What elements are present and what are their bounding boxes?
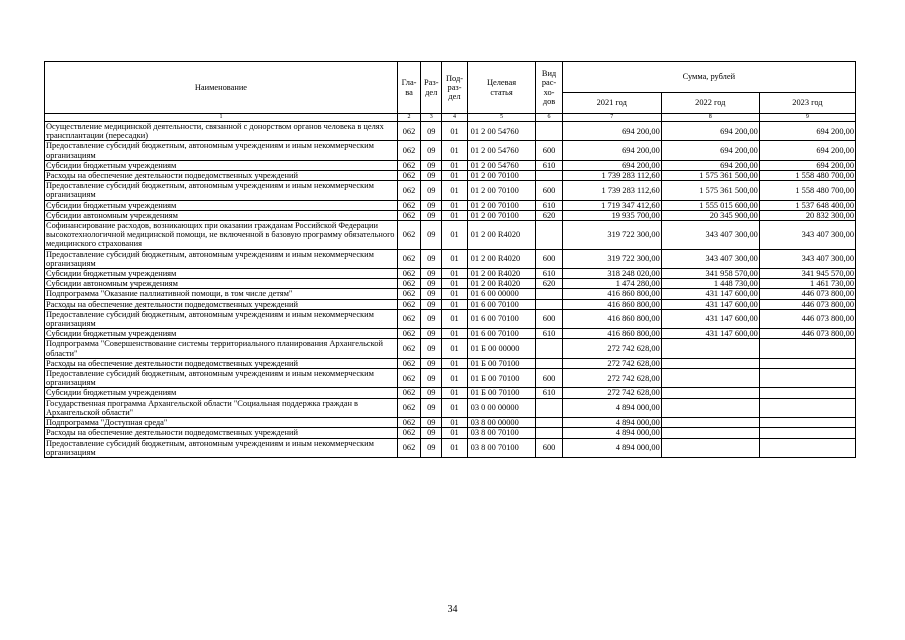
row-sum-2023: 446 073 800,00 <box>759 299 855 309</box>
row-name: Государственная программа Архангельской области "Социальная поддержка граждан в Архангельской области" <box>45 398 398 417</box>
row-podrazdel: 01 <box>442 200 467 210</box>
row-statya: 01 2 00 70100 <box>467 171 536 181</box>
row-razdel: 09 <box>421 141 442 160</box>
row-vid <box>536 171 562 181</box>
row-sum-2021: 4 894 000,00 <box>562 398 661 417</box>
row-sum-2021: 4 894 000,00 <box>562 428 661 438</box>
header-statya: Целевая статья <box>467 62 536 114</box>
row-glava: 062 <box>397 289 420 299</box>
row-sum-2021: 319 722 300,00 <box>562 249 661 268</box>
row-sum-2022 <box>661 438 759 457</box>
row-razdel: 09 <box>421 438 442 457</box>
row-sum-2023: 343 407 300,00 <box>759 221 855 250</box>
row-sum-2022: 341 958 570,00 <box>661 269 759 279</box>
row-sum-2023: 446 073 800,00 <box>759 329 855 339</box>
row-sum-2021: 272 742 628,00 <box>562 388 661 398</box>
table-row <box>45 181 856 200</box>
row-sum-2023 <box>759 339 855 358</box>
row-sum-2023: 694 200,00 <box>759 122 855 141</box>
row-sum-2022: 343 407 300,00 <box>661 221 759 250</box>
row-statya: 01 Б 00 70100 <box>467 369 536 388</box>
row-glava: 062 <box>397 200 420 210</box>
row-sum-2023 <box>759 398 855 417</box>
row-name: Предоставление субсидий бюджетным, автономным учреждениям и иным некоммерческим организациям <box>45 369 398 388</box>
row-glava: 062 <box>397 428 420 438</box>
row-vid <box>536 358 562 368</box>
row-podrazdel: 01 <box>442 221 467 250</box>
row-sum-2023: 20 832 300,00 <box>759 210 855 220</box>
column-number: 1 <box>45 114 398 122</box>
row-name: Расходы на обеспечение деятельности подведомственных учреждений <box>45 299 398 309</box>
row-name: Субсидии бюджетным учреждениям <box>45 388 398 398</box>
row-razdel: 09 <box>421 388 442 398</box>
row-statya: 01 Б 00 00000 <box>467 339 536 358</box>
row-statya: 01 2 00 70100 <box>467 210 536 220</box>
table-body <box>45 122 856 458</box>
row-sum-2022: 1 448 730,00 <box>661 279 759 289</box>
row-sum-2021: 694 200,00 <box>562 141 661 160</box>
table-row <box>45 160 856 170</box>
row-sum-2021: 318 248 020,00 <box>562 269 661 279</box>
row-podrazdel: 01 <box>442 269 467 279</box>
row-razdel: 09 <box>421 269 442 279</box>
row-sum-2021: 416 860 800,00 <box>562 289 661 299</box>
row-name: Предоставление субсидий бюджетным, автономным учреждениям и иным некоммерческим организациям <box>45 249 398 268</box>
row-sum-2023: 1 537 648 400,00 <box>759 200 855 210</box>
row-sum-2021: 4 894 000,00 <box>562 418 661 428</box>
row-glava: 062 <box>397 221 420 250</box>
row-podrazdel: 01 <box>442 141 467 160</box>
row-razdel: 09 <box>421 249 442 268</box>
row-name: Подпрограмма "Совершенствование системы территориального планирования Архангельской области" <box>45 339 398 358</box>
row-vid <box>536 299 562 309</box>
row-sum-2023: 1 558 480 700,00 <box>759 171 855 181</box>
row-sum-2021: 19 935 700,00 <box>562 210 661 220</box>
row-razdel: 09 <box>421 181 442 200</box>
row-sum-2023: 343 407 300,00 <box>759 249 855 268</box>
header-year-2021: 2021 год <box>562 93 661 114</box>
header-razdel: Раз- дел <box>421 62 442 114</box>
row-glava: 062 <box>397 369 420 388</box>
row-sum-2021: 319 722 300,00 <box>562 221 661 250</box>
row-sum-2022: 431 147 600,00 <box>661 329 759 339</box>
table-row <box>45 269 856 279</box>
row-sum-2023 <box>759 438 855 457</box>
row-podrazdel: 01 <box>442 171 467 181</box>
row-statya: 01 Б 00 70100 <box>467 358 536 368</box>
row-vid <box>536 418 562 428</box>
row-podrazdel: 01 <box>442 249 467 268</box>
row-sum-2023: 694 200,00 <box>759 141 855 160</box>
table-row <box>45 221 856 250</box>
row-sum-2022: 694 200,00 <box>661 122 759 141</box>
table-row <box>45 358 856 368</box>
row-statya: 03 8 00 00000 <box>467 418 536 428</box>
column-number: 9 <box>759 114 855 122</box>
row-glava: 062 <box>397 438 420 457</box>
row-statya: 01 6 00 00000 <box>467 289 536 299</box>
row-sum-2022: 431 147 600,00 <box>661 289 759 299</box>
row-vid: 600 <box>536 141 562 160</box>
row-glava: 062 <box>397 339 420 358</box>
row-podrazdel: 01 <box>442 289 467 299</box>
row-sum-2021: 272 742 628,00 <box>562 369 661 388</box>
row-razdel: 09 <box>421 122 442 141</box>
row-sum-2023: 446 073 800,00 <box>759 309 855 328</box>
row-sum-2023: 341 945 570,00 <box>759 269 855 279</box>
row-sum-2021: 416 860 800,00 <box>562 299 661 309</box>
row-sum-2021: 1 739 283 112,60 <box>562 171 661 181</box>
row-sum-2022: 431 147 600,00 <box>661 309 759 328</box>
row-podrazdel: 01 <box>442 428 467 438</box>
table-row <box>45 171 856 181</box>
row-glava: 062 <box>397 309 420 328</box>
row-glava: 062 <box>397 398 420 417</box>
row-name: Предоставление субсидий бюджетным, автономным учреждениям и иным некоммерческим организациям <box>45 438 398 457</box>
row-sum-2022: 694 200,00 <box>661 141 759 160</box>
row-vid: 600 <box>536 369 562 388</box>
row-name: Подпрограмма "Оказание паллиативной помощи, в том числе детям" <box>45 289 398 299</box>
table-row <box>45 309 856 328</box>
row-razdel: 09 <box>421 428 442 438</box>
table-row <box>45 438 856 457</box>
header-summa: Сумма, рублей <box>562 62 855 93</box>
row-podrazdel: 01 <box>442 122 467 141</box>
row-razdel: 09 <box>421 329 442 339</box>
row-glava: 062 <box>397 358 420 368</box>
row-podrazdel: 01 <box>442 181 467 200</box>
row-sum-2022: 431 147 600,00 <box>661 299 759 309</box>
row-name: Субсидии бюджетным учреждениям <box>45 160 398 170</box>
row-statya: 01 2 00 70100 <box>467 181 536 200</box>
row-sum-2022: 694 200,00 <box>661 160 759 170</box>
column-number: 8 <box>661 114 759 122</box>
row-vid <box>536 122 562 141</box>
header-glava: Гла- ва <box>397 62 420 114</box>
row-statya: 01 2 00 70100 <box>467 200 536 210</box>
row-vid: 610 <box>536 200 562 210</box>
row-name: Субсидии автономным учреждениям <box>45 279 398 289</box>
row-sum-2022 <box>661 358 759 368</box>
row-podrazdel: 01 <box>442 358 467 368</box>
row-sum-2023 <box>759 428 855 438</box>
row-vid <box>536 339 562 358</box>
row-podrazdel: 01 <box>442 160 467 170</box>
row-razdel: 09 <box>421 289 442 299</box>
column-number: 6 <box>536 114 562 122</box>
row-podrazdel: 01 <box>442 438 467 457</box>
row-podrazdel: 01 <box>442 309 467 328</box>
row-podrazdel: 01 <box>442 299 467 309</box>
row-name: Расходы на обеспечение деятельности подведомственных учреждений <box>45 358 398 368</box>
column-number: 7 <box>562 114 661 122</box>
row-glava: 062 <box>397 279 420 289</box>
row-statya: 01 2 00 R4020 <box>467 221 536 250</box>
row-sum-2022 <box>661 398 759 417</box>
row-vid: 600 <box>536 249 562 268</box>
column-number-row <box>45 114 856 122</box>
row-razdel: 09 <box>421 160 442 170</box>
row-glava: 062 <box>397 122 420 141</box>
row-sum-2023: 694 200,00 <box>759 160 855 170</box>
table-row <box>45 210 856 220</box>
row-glava: 062 <box>397 418 420 428</box>
row-name: Субсидии бюджетным учреждениям <box>45 329 398 339</box>
row-sum-2022: 343 407 300,00 <box>661 249 759 268</box>
table-row <box>45 398 856 417</box>
table-row <box>45 122 856 141</box>
row-name: Осуществление медицинской деятельности, связанной с донорством органов человека в целях трансплантации (пересадки) <box>45 122 398 141</box>
row-razdel: 09 <box>421 358 442 368</box>
header-year-2023: 2023 год <box>759 93 855 114</box>
row-sum-2022: 20 345 900,00 <box>661 210 759 220</box>
table-row <box>45 249 856 268</box>
row-statya: 01 6 00 70100 <box>467 329 536 339</box>
row-vid: 610 <box>536 269 562 279</box>
row-name: Предоставление субсидий бюджетным, автономным учреждениям и иным некоммерческим организациям <box>45 141 398 160</box>
row-sum-2021: 1 739 283 112,60 <box>562 181 661 200</box>
column-number: 5 <box>467 114 536 122</box>
row-podrazdel: 01 <box>442 279 467 289</box>
row-vid: 600 <box>536 181 562 200</box>
row-vid <box>536 398 562 417</box>
row-vid <box>536 289 562 299</box>
column-number: 3 <box>421 114 442 122</box>
row-vid: 620 <box>536 279 562 289</box>
row-sum-2021: 694 200,00 <box>562 160 661 170</box>
row-name: Софинансирование расходов, возникающих при оказании гражданам Российской Федерации высокотехнологичной медицинской помощи, не включенной в базовую программу обязательного медицинского страхования <box>45 221 398 250</box>
row-statya: 01 2 00 R4020 <box>467 279 536 289</box>
row-sum-2023 <box>759 369 855 388</box>
row-glava: 062 <box>397 171 420 181</box>
row-vid: 610 <box>536 388 562 398</box>
row-name: Расходы на обеспечение деятельности подведомственных учреждений <box>45 171 398 181</box>
row-statya: 01 2 00 54760 <box>467 122 536 141</box>
column-number: 2 <box>397 114 420 122</box>
row-name: Субсидии бюджетным учреждениям <box>45 200 398 210</box>
row-razdel: 09 <box>421 398 442 417</box>
row-razdel: 09 <box>421 221 442 250</box>
row-razdel: 09 <box>421 369 442 388</box>
row-sum-2021: 1 474 280,00 <box>562 279 661 289</box>
row-sum-2021: 4 894 000,00 <box>562 438 661 457</box>
row-sum-2022: 1 555 015 600,00 <box>661 200 759 210</box>
row-razdel: 09 <box>421 200 442 210</box>
row-glava: 062 <box>397 210 420 220</box>
page-number: 34 <box>447 604 458 615</box>
row-sum-2022: 1 575 361 500,00 <box>661 181 759 200</box>
table-row <box>45 200 856 210</box>
row-statya: 03 0 00 00000 <box>467 398 536 417</box>
table-row <box>45 279 856 289</box>
row-vid: 600 <box>536 438 562 457</box>
row-statya: 01 2 00 54760 <box>467 160 536 170</box>
row-glava: 062 <box>397 329 420 339</box>
row-sum-2021: 272 742 628,00 <box>562 358 661 368</box>
row-vid: 610 <box>536 329 562 339</box>
row-sum-2022 <box>661 418 759 428</box>
table-row <box>45 388 856 398</box>
row-sum-2022 <box>661 428 759 438</box>
table-row <box>45 369 856 388</box>
row-glava: 062 <box>397 160 420 170</box>
row-sum-2021: 416 860 800,00 <box>562 329 661 339</box>
table-row <box>45 299 856 309</box>
row-glava: 062 <box>397 388 420 398</box>
header-vid: Вид рас- хо- дов <box>536 62 562 114</box>
table-row <box>45 289 856 299</box>
row-vid <box>536 221 562 250</box>
row-sum-2021: 272 742 628,00 <box>562 339 661 358</box>
row-razdel: 09 <box>421 339 442 358</box>
row-podrazdel: 01 <box>442 418 467 428</box>
row-sum-2023: 1 558 480 700,00 <box>759 181 855 200</box>
row-razdel: 09 <box>421 210 442 220</box>
row-razdel: 09 <box>421 299 442 309</box>
row-sum-2022: 1 575 361 500,00 <box>661 171 759 181</box>
row-sum-2023: 1 461 730,00 <box>759 279 855 289</box>
column-number: 4 <box>442 114 467 122</box>
row-sum-2022 <box>661 339 759 358</box>
row-statya: 01 6 00 70100 <box>467 309 536 328</box>
row-sum-2021: 416 860 800,00 <box>562 309 661 328</box>
row-sum-2021: 694 200,00 <box>562 122 661 141</box>
header-year-2022: 2022 год <box>661 93 759 114</box>
row-vid: 610 <box>536 160 562 170</box>
row-podrazdel: 01 <box>442 398 467 417</box>
row-name: Субсидии бюджетным учреждениям <box>45 269 398 279</box>
row-podrazdel: 01 <box>442 339 467 358</box>
row-razdel: 09 <box>421 171 442 181</box>
row-glava: 062 <box>397 299 420 309</box>
row-name: Подпрограмма "Доступная среда" <box>45 418 398 428</box>
row-glava: 062 <box>397 269 420 279</box>
table-row <box>45 428 856 438</box>
row-vid <box>536 428 562 438</box>
row-statya: 03 8 00 70100 <box>467 438 536 457</box>
budget-table <box>44 61 856 458</box>
row-statya: 01 2 00 R4020 <box>467 249 536 268</box>
header-name: Наименование <box>45 62 398 114</box>
row-statya: 01 6 00 70100 <box>467 299 536 309</box>
row-name: Субсидии автономным учреждениям <box>45 210 398 220</box>
row-podrazdel: 01 <box>442 369 467 388</box>
row-vid: 600 <box>536 309 562 328</box>
row-podrazdel: 01 <box>442 329 467 339</box>
row-podrazdel: 01 <box>442 388 467 398</box>
row-razdel: 09 <box>421 309 442 328</box>
header-podrazdel: Под- раз- дел <box>442 62 467 114</box>
table-row <box>45 339 856 358</box>
row-name: Предоставление субсидий бюджетным, автономным учреждениям и иным некоммерческим организациям <box>45 181 398 200</box>
row-podrazdel: 01 <box>442 210 467 220</box>
row-statya: 03 8 00 70100 <box>467 428 536 438</box>
row-razdel: 09 <box>421 279 442 289</box>
row-name: Расходы на обеспечение деятельности подведомственных учреждений <box>45 428 398 438</box>
row-sum-2023 <box>759 358 855 368</box>
row-sum-2023 <box>759 418 855 428</box>
row-statya: 01 2 00 54760 <box>467 141 536 160</box>
table-row <box>45 329 856 339</box>
row-glava: 062 <box>397 181 420 200</box>
row-sum-2022 <box>661 369 759 388</box>
row-sum-2022 <box>661 388 759 398</box>
row-sum-2023: 446 073 800,00 <box>759 289 855 299</box>
table-row <box>45 418 856 428</box>
row-name: Предоставление субсидий бюджетным, автономным учреждениям и иным некоммерческим организациям <box>45 309 398 328</box>
row-statya: 01 Б 00 70100 <box>467 388 536 398</box>
row-sum-2021: 1 719 347 412,60 <box>562 200 661 210</box>
row-glava: 062 <box>397 141 420 160</box>
row-statya: 01 2 00 R4020 <box>467 269 536 279</box>
row-vid: 620 <box>536 210 562 220</box>
row-sum-2023 <box>759 388 855 398</box>
row-glava: 062 <box>397 249 420 268</box>
table-row <box>45 141 856 160</box>
row-razdel: 09 <box>421 418 442 428</box>
